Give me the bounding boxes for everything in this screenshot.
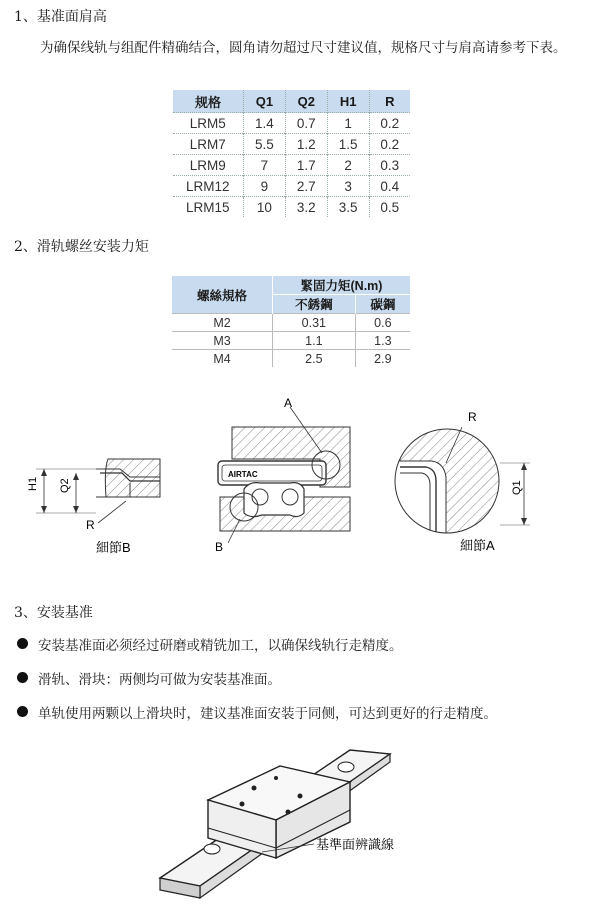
label-a: A [284, 396, 293, 410]
label-r-right: R [468, 410, 477, 424]
table-cell: LRM9 [173, 155, 244, 176]
table-row [173, 197, 411, 218]
table-header-row [173, 90, 411, 113]
table-cell: 0.2 [369, 113, 410, 134]
detail-a-drawing [395, 410, 530, 553]
caption-detail-a: 細節A [460, 538, 495, 553]
table-row [172, 350, 410, 368]
header-q1: Q1 [244, 90, 286, 113]
table-row [173, 113, 411, 134]
table-cell: 0.5 [369, 197, 410, 218]
bullet-dot [17, 638, 28, 649]
torque-table [172, 276, 410, 367]
table-cell: 2.5 [273, 350, 356, 368]
table-cell: 1.7 [285, 155, 327, 176]
header-screw-spec: 螺絲規格 [172, 276, 273, 314]
table-row [173, 134, 411, 155]
label-h1: H1 [27, 476, 39, 491]
table-cell: 0.7 [285, 113, 327, 134]
bullet-3: 单轨使用两颗以上滑块时，建议基准面安装于同侧，可达到更好的行走精度。 [38, 706, 497, 722]
section-2-heading: 2、滑轨螺丝安装力矩 [14, 239, 149, 255]
table-cell: 3 [327, 176, 369, 197]
label-q2: Q2 [59, 478, 71, 493]
table-cell: 3.5 [327, 197, 369, 218]
table-cell: LRM12 [173, 176, 244, 197]
shoulder-diagrams [0, 385, 600, 565]
table-row [172, 314, 410, 332]
table-cell: 7 [244, 155, 286, 176]
section-3-heading: 3、安装基准 [14, 605, 93, 621]
bullet-2: 滑轨、滑块：两侧均可做为安装基准面。 [38, 672, 281, 688]
table-cell: 1.5 [327, 134, 369, 155]
section-1-heading: 1、基准面肩高 [14, 9, 107, 25]
rail-illustration [150, 738, 450, 910]
header-stainless: 不銹鋼 [273, 295, 356, 314]
header-spec: 规格 [173, 90, 244, 113]
table-cell: 9 [244, 176, 286, 197]
header-h1: H1 [327, 90, 369, 113]
table-cell: 10 [244, 197, 286, 218]
table-cell: 2.9 [355, 350, 410, 368]
bullet-dot [17, 706, 28, 717]
table-cell: 2 [327, 155, 369, 176]
table-cell: M2 [172, 314, 273, 332]
table-cell: LRM15 [173, 197, 244, 218]
label-b: B [215, 540, 224, 554]
caption-detail-b: 細節B [96, 540, 131, 555]
table-row [173, 176, 411, 197]
table-cell: 3.2 [285, 197, 327, 218]
table-cell: 1.3 [355, 332, 410, 350]
table-cell: LRM5 [173, 113, 244, 134]
label-q1: Q1 [511, 480, 523, 495]
table-cell: M4 [172, 350, 273, 368]
shoulder-height-table [172, 90, 410, 217]
table-cell: 2.7 [285, 176, 327, 197]
table-cell: LRM7 [173, 134, 244, 155]
label-reference-line: 基準面辨識線 [316, 837, 395, 852]
table-cell: 0.6 [355, 314, 410, 332]
header-q2: Q2 [285, 90, 327, 113]
table-cell: 1.2 [285, 134, 327, 155]
table-cell: 0.31 [273, 314, 356, 332]
assembly-drawing [215, 396, 350, 554]
table-cell: 0.4 [369, 176, 410, 197]
header-torque: 緊固力矩(N.m) [273, 276, 411, 295]
bullet-1: 安装基准面必须经过研磨或精铣加工，以确保线轨行走精度。 [38, 638, 403, 654]
table-cell: 0.2 [369, 134, 410, 155]
header-r: R [369, 90, 410, 113]
table-cell: M3 [172, 332, 273, 350]
torque-header-row [172, 276, 410, 295]
header-carbon: 碳鋼 [355, 295, 410, 314]
table-row [173, 155, 411, 176]
section-1-text: 为确保线轨与组配件精确结合，圆角请勿超过尺寸建议值，规格尺寸与肩高请参考下表。 [40, 40, 567, 56]
label-r-left: R [86, 518, 95, 532]
table-cell: 1.1 [273, 332, 356, 350]
bullet-dot [17, 672, 28, 683]
table-cell: 1 [327, 113, 369, 134]
table-cell: 1.4 [244, 113, 286, 134]
airtac-logo: AIRTAC [228, 470, 258, 479]
detail-b-drawing [27, 459, 160, 555]
table-row [172, 332, 410, 350]
table-cell: 0.3 [369, 155, 410, 176]
table-cell: 5.5 [244, 134, 286, 155]
